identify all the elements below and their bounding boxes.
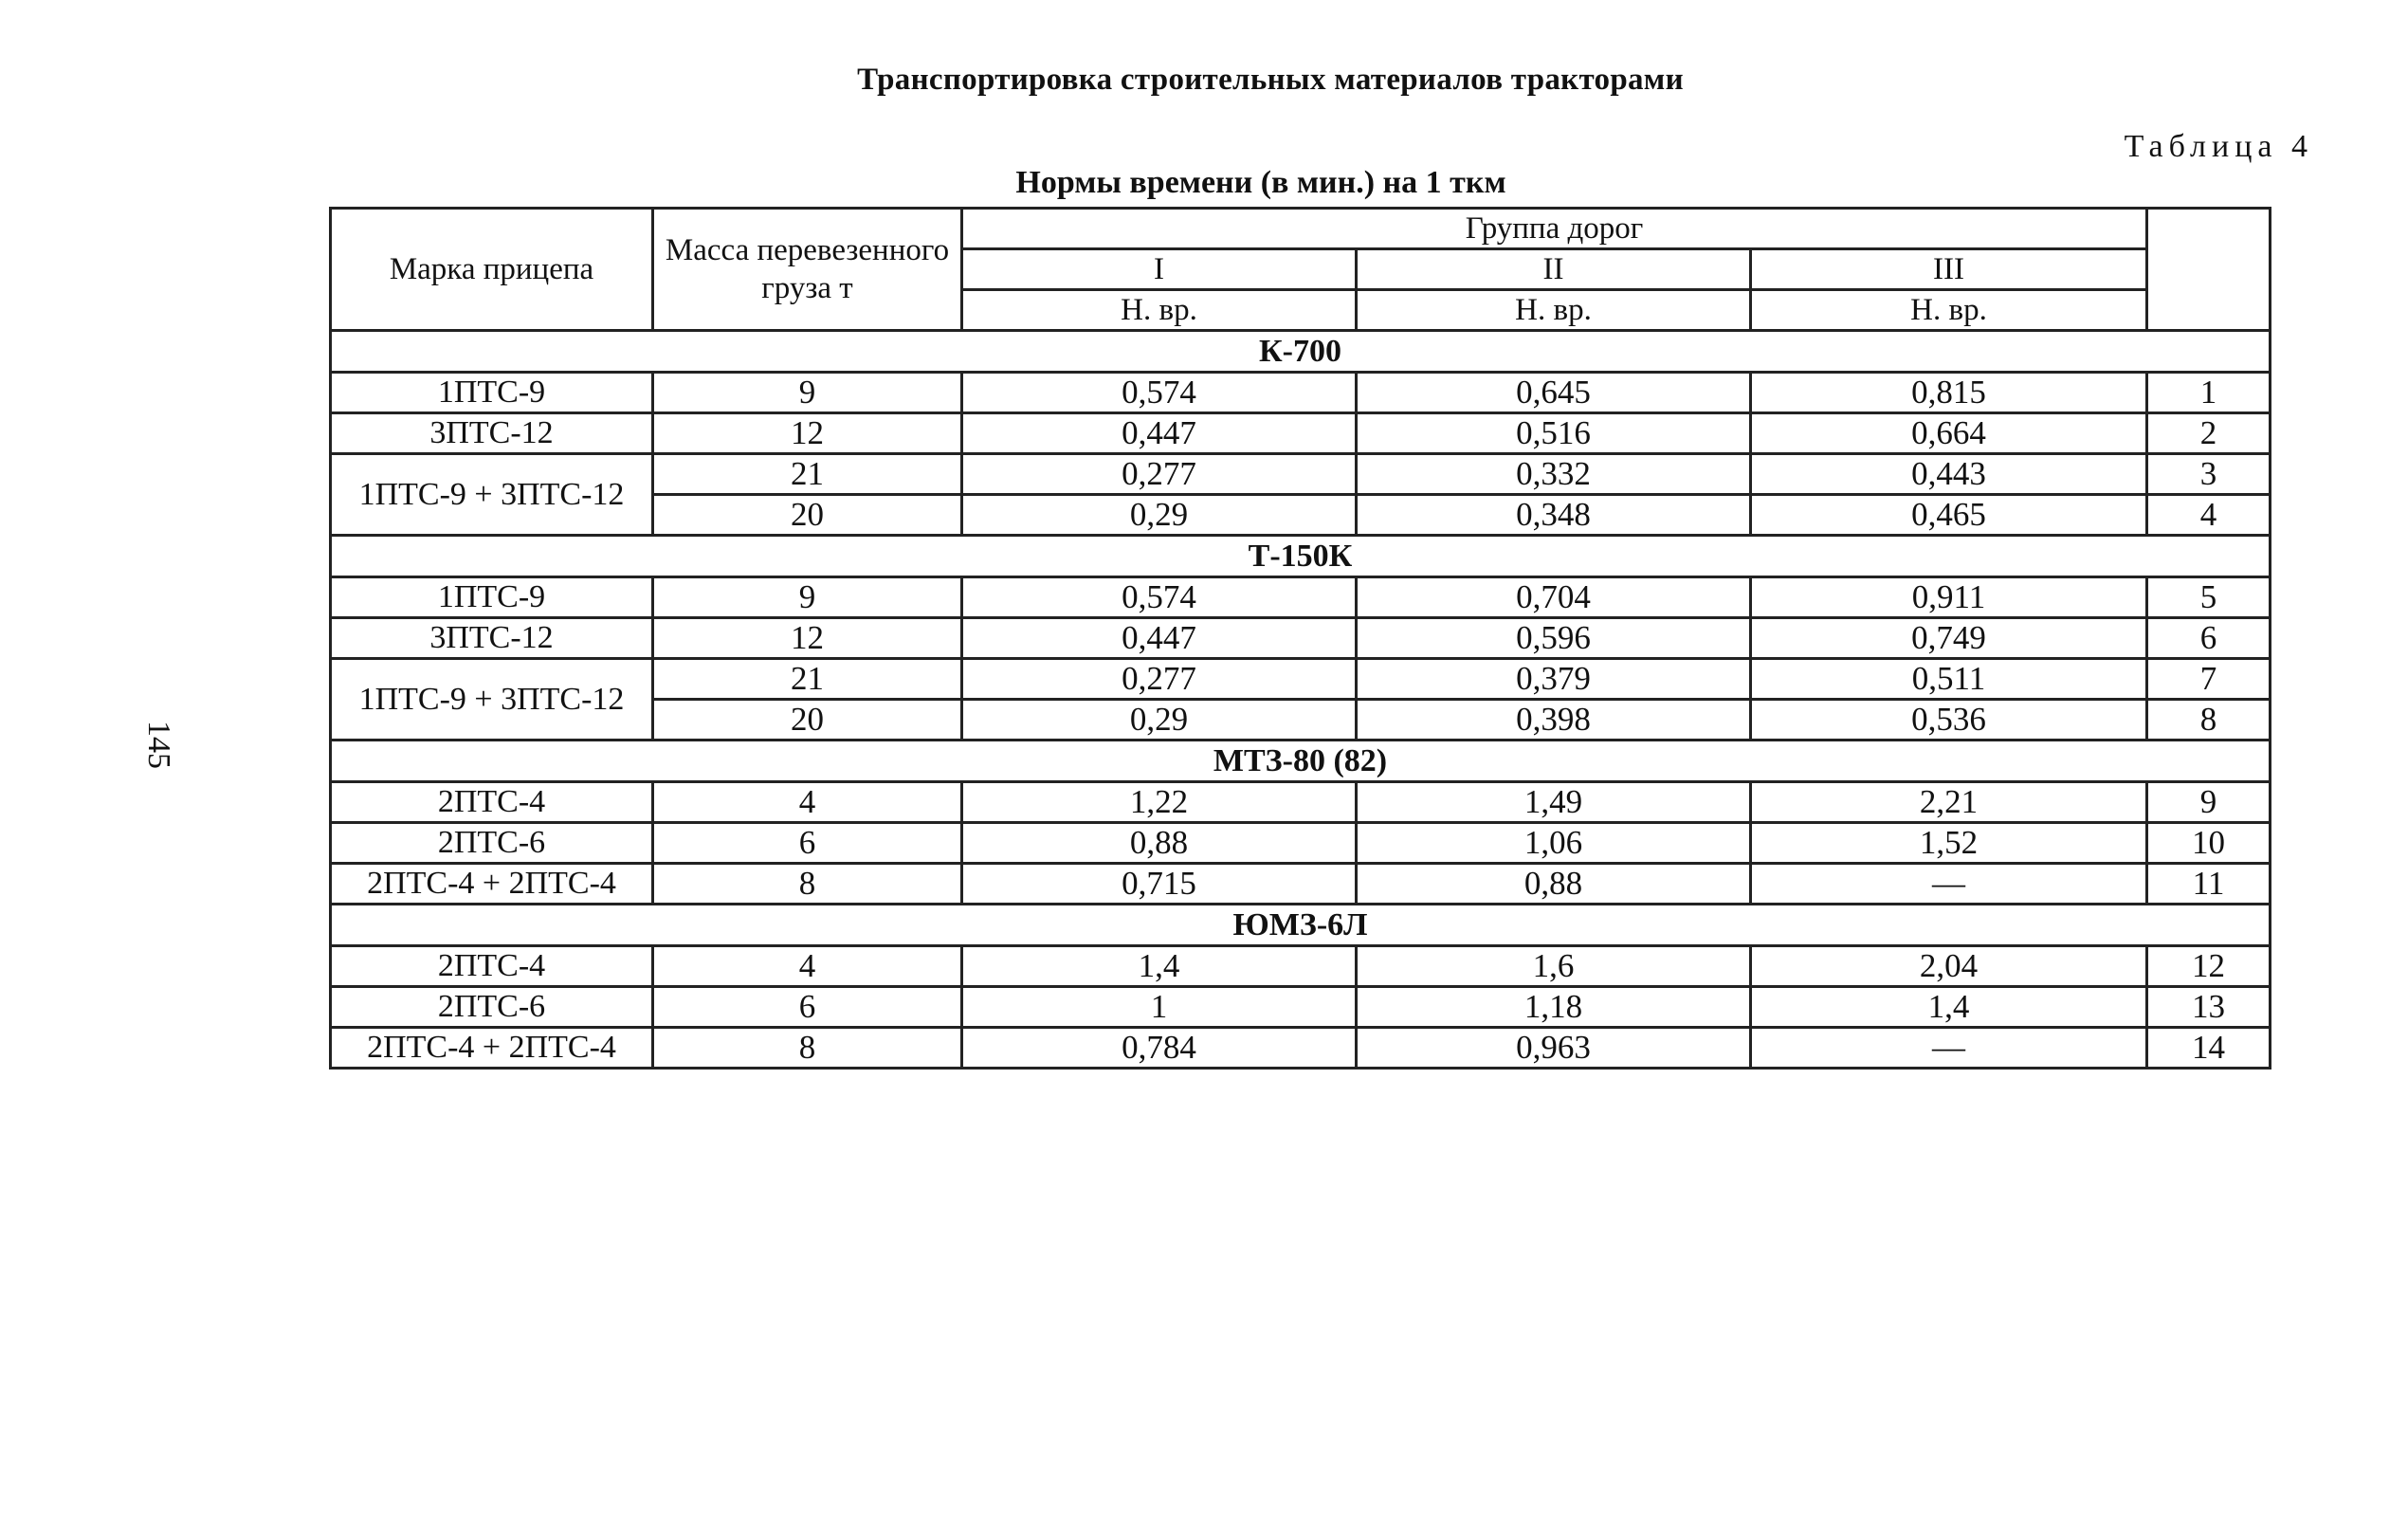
header-row-number-blank	[2147, 209, 2271, 331]
norm-group-2-cell: 0,704	[1357, 577, 1751, 618]
trailer-brand-cell: 2ПТС-4	[331, 946, 653, 987]
norm-group-2-cell: 0,516	[1357, 413, 1751, 454]
norm-group-3-cell: 0,815	[1751, 373, 2147, 413]
row-number-cell: 3	[2147, 454, 2271, 495]
norm-group-2-cell: 1,18	[1357, 987, 1751, 1028]
table-row	[331, 1028, 2271, 1069]
table-caption: Нормы времени (в мин.) на 1 ткм	[1015, 165, 1506, 200]
tractor-model-heading: К-700	[331, 331, 2271, 373]
trailer-brand-cell: 2ПТС-4	[331, 782, 653, 823]
tractor-group-row	[331, 905, 2271, 946]
tractor-group-row	[331, 536, 2271, 577]
tractor-model-heading: ЮМЗ-6Л	[331, 905, 2271, 946]
norm-group-3-cell: —	[1751, 864, 2147, 905]
norm-group-2-cell: 0,348	[1357, 495, 1751, 536]
trailer-brand-cell: 3ПТС-12	[331, 413, 653, 454]
table-row	[331, 782, 2271, 823]
row-number-cell: 9	[2147, 782, 2271, 823]
row-number-cell: 12	[2147, 946, 2271, 987]
cargo-mass-cell: 12	[653, 618, 962, 659]
norm-group-1-cell: 0,574	[962, 577, 1357, 618]
norm-group-2-cell: 0,379	[1357, 659, 1751, 700]
norm-group-3-cell: 0,465	[1751, 495, 2147, 536]
norm-group-1-cell: 1,22	[962, 782, 1357, 823]
document-title: Транспортировка строительных материалов тракторами	[857, 63, 1684, 97]
row-number-cell: 4	[2147, 495, 2271, 536]
header-norm-3: Н. вр.	[1751, 290, 2147, 331]
row-number-cell: 10	[2147, 823, 2271, 864]
cargo-mass-cell: 6	[653, 987, 962, 1028]
header-group-3: III	[1751, 249, 2147, 290]
norm-group-1-cell: 0,29	[962, 495, 1357, 536]
norm-group-3-cell: 0,511	[1751, 659, 2147, 700]
tractor-model-heading: Т-150К	[331, 536, 2271, 577]
trailer-brand-cell: 2ПТС-6	[331, 823, 653, 864]
norm-group-2-cell: 0,88	[1357, 864, 1751, 905]
table-row	[331, 413, 2271, 454]
cargo-mass-cell: 9	[653, 577, 962, 618]
trailer-brand-cell: 2ПТС-4 + 2ПТС-4	[331, 864, 653, 905]
cargo-mass-cell: 6	[653, 823, 962, 864]
cargo-mass-cell: 12	[653, 413, 962, 454]
table-row	[331, 373, 2271, 413]
norm-group-1-cell: 0,29	[962, 700, 1357, 741]
norm-group-3-cell: 1,4	[1751, 987, 2147, 1028]
norm-group-1-cell: 0,447	[962, 618, 1357, 659]
norm-group-1-cell: 0,277	[962, 659, 1357, 700]
trailer-brand-cell: 2ПТС-4 + 2ПТС-4	[331, 1028, 653, 1069]
table-row	[331, 577, 2271, 618]
norm-group-1-cell: 0,784	[962, 1028, 1357, 1069]
table-row	[331, 823, 2271, 864]
trailer-brand-cell: 1ПТС-9 + 3ПТС-12	[331, 454, 653, 536]
row-number-cell: 5	[2147, 577, 2271, 618]
trailer-brand-cell: 2ПТС-6	[331, 987, 653, 1028]
row-number-cell: 13	[2147, 987, 2271, 1028]
table-row	[331, 987, 2271, 1028]
table-body	[331, 331, 2271, 1069]
row-number-cell: 2	[2147, 413, 2271, 454]
cargo-mass-cell: 8	[653, 1028, 962, 1069]
norm-group-3-cell: 1,52	[1751, 823, 2147, 864]
norm-group-3-cell: 0,536	[1751, 700, 2147, 741]
cargo-mass-cell: 8	[653, 864, 962, 905]
norm-group-2-cell: 0,963	[1357, 1028, 1751, 1069]
header-norm-2: Н. вр.	[1357, 290, 1751, 331]
norm-group-2-cell: 0,645	[1357, 373, 1751, 413]
header-trailer-brand: Марка прицепа	[331, 209, 653, 331]
table-row	[331, 618, 2271, 659]
norm-group-1-cell: 0,88	[962, 823, 1357, 864]
cargo-mass-cell: 4	[653, 782, 962, 823]
trailer-brand-cell: 1ПТС-9	[331, 373, 653, 413]
row-number-cell: 1	[2147, 373, 2271, 413]
page-number: 145	[141, 721, 176, 769]
row-number-cell: 11	[2147, 864, 2271, 905]
cargo-mass-cell: 20	[653, 700, 962, 741]
norm-group-1-cell: 1	[962, 987, 1357, 1028]
table-row	[331, 946, 2271, 987]
table-row	[331, 454, 2271, 495]
time-norms-table	[329, 207, 2271, 1070]
norm-group-2-cell: 1,49	[1357, 782, 1751, 823]
norm-group-1-cell: 1,4	[962, 946, 1357, 987]
cargo-mass-cell: 9	[653, 373, 962, 413]
norm-group-2-cell: 1,6	[1357, 946, 1751, 987]
norm-group-1-cell: 0,715	[962, 864, 1357, 905]
header-norm-1: Н. вр.	[962, 290, 1357, 331]
norm-group-3-cell: 0,443	[1751, 454, 2147, 495]
tractor-model-heading: МТЗ-80 (82)	[331, 741, 2271, 782]
header-group-1: I	[962, 249, 1357, 290]
row-number-cell: 8	[2147, 700, 2271, 741]
header-road-group: Группа дорог	[962, 209, 2147, 249]
table-row	[331, 864, 2271, 905]
norm-group-1-cell: 0,574	[962, 373, 1357, 413]
norm-group-3-cell: 0,749	[1751, 618, 2147, 659]
norm-group-3-cell: 2,04	[1751, 946, 2147, 987]
table-row	[331, 659, 2271, 700]
tractor-group-row	[331, 331, 2271, 373]
norm-group-3-cell: 0,664	[1751, 413, 2147, 454]
norm-group-2-cell: 0,332	[1357, 454, 1751, 495]
tractor-group-row	[331, 741, 2271, 782]
norm-group-2-cell: 0,398	[1357, 700, 1751, 741]
row-number-cell: 14	[2147, 1028, 2271, 1069]
row-number-cell: 6	[2147, 618, 2271, 659]
header-group-2: II	[1357, 249, 1751, 290]
table-number-label: Таблица 4	[2124, 129, 2313, 164]
header-cargo-mass: Масса перевезенного груза т	[653, 209, 962, 331]
norm-group-3-cell: —	[1751, 1028, 2147, 1069]
cargo-mass-cell: 20	[653, 495, 962, 536]
cargo-mass-cell: 4	[653, 946, 962, 987]
cargo-mass-cell: 21	[653, 454, 962, 495]
norm-group-2-cell: 0,596	[1357, 618, 1751, 659]
trailer-brand-cell: 1ПТС-9	[331, 577, 653, 618]
trailer-brand-cell: 3ПТС-12	[331, 618, 653, 659]
norm-group-3-cell: 2,21	[1751, 782, 2147, 823]
header-row	[331, 209, 2271, 249]
cargo-mass-cell: 21	[653, 659, 962, 700]
trailer-brand-cell: 1ПТС-9 + 3ПТС-12	[331, 659, 653, 741]
norm-group-2-cell: 1,06	[1357, 823, 1751, 864]
norm-group-3-cell: 0,911	[1751, 577, 2147, 618]
row-number-cell: 7	[2147, 659, 2271, 700]
norm-group-1-cell: 0,447	[962, 413, 1357, 454]
norm-group-1-cell: 0,277	[962, 454, 1357, 495]
